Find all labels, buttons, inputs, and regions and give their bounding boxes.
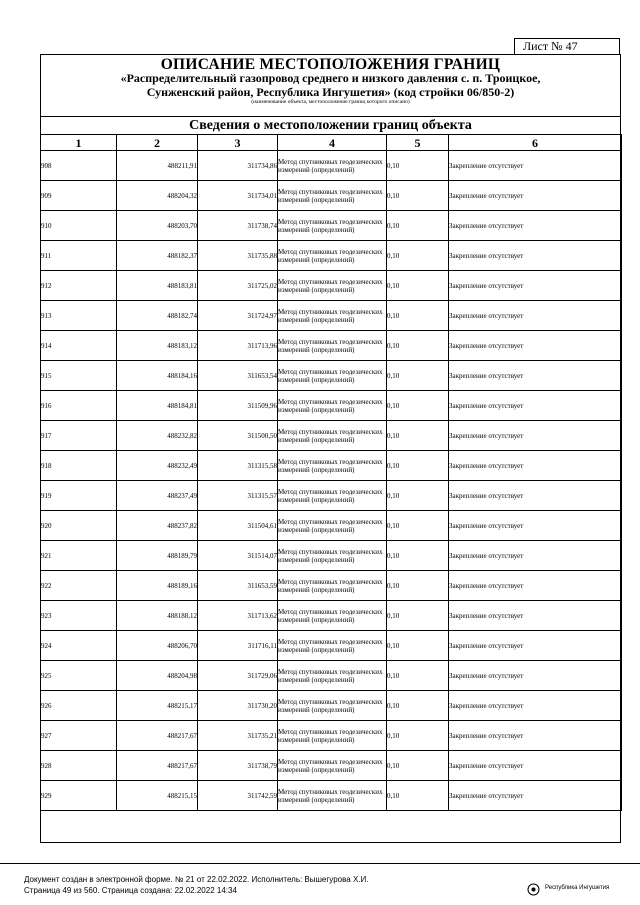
y-coordinate-cell: 311713,96 [198,331,278,361]
x-coordinate-cell: 488188,12 [117,601,198,631]
table-row [41,601,622,631]
x-coordinate-cell: 488182,37 [117,241,198,271]
point-number-cell: 909 [41,181,117,211]
y-coordinate-cell: 311742,59 [198,781,278,811]
point-number-cell: 920 [41,511,117,541]
fixing-description-cell: Закрепление отсутствует [449,181,622,211]
x-coordinate-cell: 488217,67 [117,751,198,781]
column-header: 1 [41,135,117,151]
x-coordinate-cell: 488184,81 [117,391,198,421]
y-coordinate-cell: 311735,88 [198,241,278,271]
accuracy-cell: 0,10 [387,631,449,661]
accuracy-cell: 0,10 [387,721,449,751]
accuracy-cell: 0,10 [387,181,449,211]
method-cell: Метод спутниковых геодезических измерений (определений) [278,751,387,781]
table-row [41,691,622,721]
table-row [41,271,622,301]
fixing-description-cell: Закрепление отсутствует [449,781,622,811]
point-number-cell: 923 [41,601,117,631]
point-number-cell: 925 [41,661,117,691]
x-coordinate-cell: 488183,12 [117,331,198,361]
table-row [41,721,622,751]
method-cell: Метод спутниковых геодезических измерений (определений) [278,661,387,691]
table-row [41,751,622,781]
method-cell: Метод спутниковых геодезических измерений (определений) [278,691,387,721]
method-cell: Метод спутниковых геодезических измерений (определений) [278,181,387,211]
object-name [40,71,621,99]
table-row [41,301,622,331]
y-coordinate-cell: 311509,96 [198,391,278,421]
table-row [41,241,622,271]
method-cell: Метод спутниковых геодезических измерений (определений) [278,271,387,301]
accuracy-cell: 0,10 [387,241,449,271]
accuracy-cell: 0,10 [387,571,449,601]
accuracy-cell: 0,10 [387,421,449,451]
footer-document-info: Документ создан в электронной форме. № 21 от 22.02.2022. Исполнитель: Вышегурова Х.И. [24,875,369,884]
y-coordinate-cell: 311315,57 [198,481,278,511]
method-cell: Метод спутниковых геодезических измерений (определений) [278,451,387,481]
x-coordinate-cell: 488204,32 [117,181,198,211]
accuracy-cell: 0,10 [387,361,449,391]
accuracy-cell: 0,10 [387,301,449,331]
x-coordinate-cell: 488189,79 [117,541,198,571]
boundary-table [40,134,622,811]
table-row [41,541,622,571]
accuracy-cell: 0,10 [387,661,449,691]
point-number-cell: 927 [41,721,117,751]
method-cell: Метод спутниковых геодезических измерений (определений) [278,391,387,421]
x-coordinate-cell: 488206,70 [117,631,198,661]
y-coordinate-cell: 311315,58 [198,451,278,481]
method-cell: Метод спутниковых геодезических измерений (определений) [278,541,387,571]
table-row [41,181,622,211]
table-row [41,211,622,241]
fixing-description-cell: Закрепление отсутствует [449,391,622,421]
point-number-cell: 919 [41,481,117,511]
table-row [41,451,622,481]
table-row [41,481,622,511]
column-header: 5 [387,135,449,151]
y-coordinate-cell: 311738,79 [198,751,278,781]
x-coordinate-cell: 488204,98 [117,661,198,691]
fixing-description-cell: Закрепление отсутствует [449,541,622,571]
table-header-row [41,135,622,151]
y-coordinate-cell: 311716,11 [198,631,278,661]
sheet-number: Лист № 47 [514,38,620,55]
y-coordinate-cell: 311504,61 [198,511,278,541]
x-coordinate-cell: 488183,81 [117,271,198,301]
object-name-line2: Сунженский район, Республика Ингушетия» (код стройки 06/850-2) [146,85,515,99]
table-row [41,661,622,691]
method-cell: Метод спутниковых геодезических измерений (определений) [278,361,387,391]
document-title: ОПИСАНИЕ МЕСТОПОЛОЖЕНИЯ ГРАНИЦ [160,56,501,73]
fixing-description-cell: Закрепление отсутствует [449,421,622,451]
fixing-description-cell: Закрепление отсутствует [449,301,622,331]
point-number-cell: 921 [41,541,117,571]
fixing-description-cell: Закрепление отсутствует [449,751,622,781]
x-coordinate-cell: 488189,16 [117,571,198,601]
point-number-cell: 918 [41,451,117,481]
method-cell: Метод спутниковых геодезических измерений (определений) [278,781,387,811]
y-coordinate-cell: 311724,97 [198,301,278,331]
fixing-description-cell: Закрепление отсутствует [449,241,622,271]
footer-page-info: Страница 49 из 560. Страница создана: 22.02.2022 14:34 [24,886,237,895]
y-coordinate-cell: 311500,50 [198,421,278,451]
accuracy-cell: 0,10 [387,451,449,481]
method-cell: Метод спутниковых геодезических измерений (определений) [278,571,387,601]
point-number-cell: 915 [41,361,117,391]
table-row [41,331,622,361]
emblem-icon [527,883,540,896]
x-coordinate-cell: 488232,49 [117,451,198,481]
table-row [41,511,622,541]
method-cell: Метод спутниковых геодезических измерений (определений) [278,151,387,181]
accuracy-cell: 0,10 [387,331,449,361]
column-header: 4 [278,135,387,151]
method-cell: Метод спутниковых геодезических измерений (определений) [278,631,387,661]
table-row [41,781,622,811]
footer-brand: Республика Ингушетия [545,885,610,891]
y-coordinate-cell: 311729,06 [198,661,278,691]
fixing-description-cell: Закрепление отсутствует [449,481,622,511]
method-cell: Метод спутниковых геодезических измерений (определений) [278,301,387,331]
accuracy-cell: 0,10 [387,391,449,421]
point-number-cell: 924 [41,631,117,661]
point-number-cell: 908 [41,151,117,181]
point-number-cell: 914 [41,331,117,361]
y-coordinate-cell: 311735,21 [198,721,278,751]
point-number-cell: 922 [41,571,117,601]
accuracy-cell: 0,10 [387,481,449,511]
method-cell: Метод спутниковых геодезических измерений (определений) [278,721,387,751]
column-header: 3 [198,135,278,151]
point-number-cell: 929 [41,781,117,811]
table-row [41,421,622,451]
method-cell: Метод спутниковых геодезических измерений (определений) [278,241,387,271]
accuracy-cell: 0,10 [387,781,449,811]
method-cell: Метод спутниковых геодезических измерений (определений) [278,421,387,451]
x-coordinate-cell: 488232,82 [117,421,198,451]
x-coordinate-cell: 488203,70 [117,211,198,241]
fixing-description-cell: Закрепление отсутствует [449,571,622,601]
y-coordinate-cell: 311653,54 [198,361,278,391]
object-name-line1: «Распределительный газопровод среднего и низкого давления с. п. Троицкое, [120,71,541,85]
point-number-cell: 911 [41,241,117,271]
point-number-cell: 916 [41,391,117,421]
fixing-description-cell: Закрепление отсутствует [449,151,622,181]
fixing-description-cell: Закрепление отсутствует [449,331,622,361]
accuracy-cell: 0,10 [387,151,449,181]
method-cell: Метод спутниковых геодезических измерений (определений) [278,331,387,361]
x-coordinate-cell: 488237,49 [117,481,198,511]
fixing-description-cell: Закрепление отсутствует [449,601,622,631]
accuracy-cell: 0,10 [387,271,449,301]
method-cell: Метод спутниковых геодезических измерений (определений) [278,211,387,241]
object-name-caption: (наименование объекта, местоположение границ которого описано) [251,99,410,105]
point-number-cell: 928 [41,751,117,781]
x-coordinate-cell: 488182,74 [117,301,198,331]
fixing-description-cell: Закрепление отсутствует [449,721,622,751]
y-coordinate-cell: 311713,62 [198,601,278,631]
y-coordinate-cell: 311738,74 [198,211,278,241]
table-row [41,571,622,601]
x-coordinate-cell: 488211,91 [117,151,198,181]
method-cell: Метод спутниковых геодезических измерений (определений) [278,601,387,631]
y-coordinate-cell: 311725,02 [198,271,278,301]
fixing-description-cell: Закрепление отсутствует [449,361,622,391]
x-coordinate-cell: 488215,15 [117,781,198,811]
x-coordinate-cell: 488184,16 [117,361,198,391]
fixing-description-cell: Закрепление отсутствует [449,691,622,721]
fixing-description-cell: Закрепление отсутствует [449,451,622,481]
accuracy-cell: 0,10 [387,541,449,571]
fixing-description-cell: Закрепление отсутствует [449,511,622,541]
table-row [41,391,622,421]
point-number-cell: 910 [41,211,117,241]
point-number-cell: 912 [41,271,117,301]
table-row [41,361,622,391]
footer-divider [0,863,640,864]
fixing-description-cell: Закрепление отсутствует [449,271,622,301]
x-coordinate-cell: 488237,82 [117,511,198,541]
point-number-cell: 926 [41,691,117,721]
column-header: 6 [449,135,622,151]
point-number-cell: 917 [41,421,117,451]
fixing-description-cell: Закрепление отсутствует [449,631,622,661]
column-header: 2 [117,135,198,151]
accuracy-cell: 0,10 [387,691,449,721]
accuracy-cell: 0,10 [387,511,449,541]
method-cell: Метод спутниковых геодезических измерений (определений) [278,511,387,541]
table-row [41,631,622,661]
accuracy-cell: 0,10 [387,601,449,631]
y-coordinate-cell: 311734,86 [198,151,278,181]
y-coordinate-cell: 311730,20 [198,691,278,721]
x-coordinate-cell: 488217,67 [117,721,198,751]
section-title: Сведения о местоположении границ объекта [189,118,472,133]
y-coordinate-cell: 311653,59 [198,571,278,601]
accuracy-cell: 0,10 [387,751,449,781]
fixing-description-cell: Закрепление отсутствует [449,211,622,241]
table-row [41,151,622,181]
method-cell: Метод спутниковых геодезических измерений (определений) [278,481,387,511]
x-coordinate-cell: 488215,17 [117,691,198,721]
y-coordinate-cell: 311734,01 [198,181,278,211]
y-coordinate-cell: 311514,07 [198,541,278,571]
point-number-cell: 913 [41,301,117,331]
accuracy-cell: 0,10 [387,211,449,241]
fixing-description-cell: Закрепление отсутствует [449,661,622,691]
